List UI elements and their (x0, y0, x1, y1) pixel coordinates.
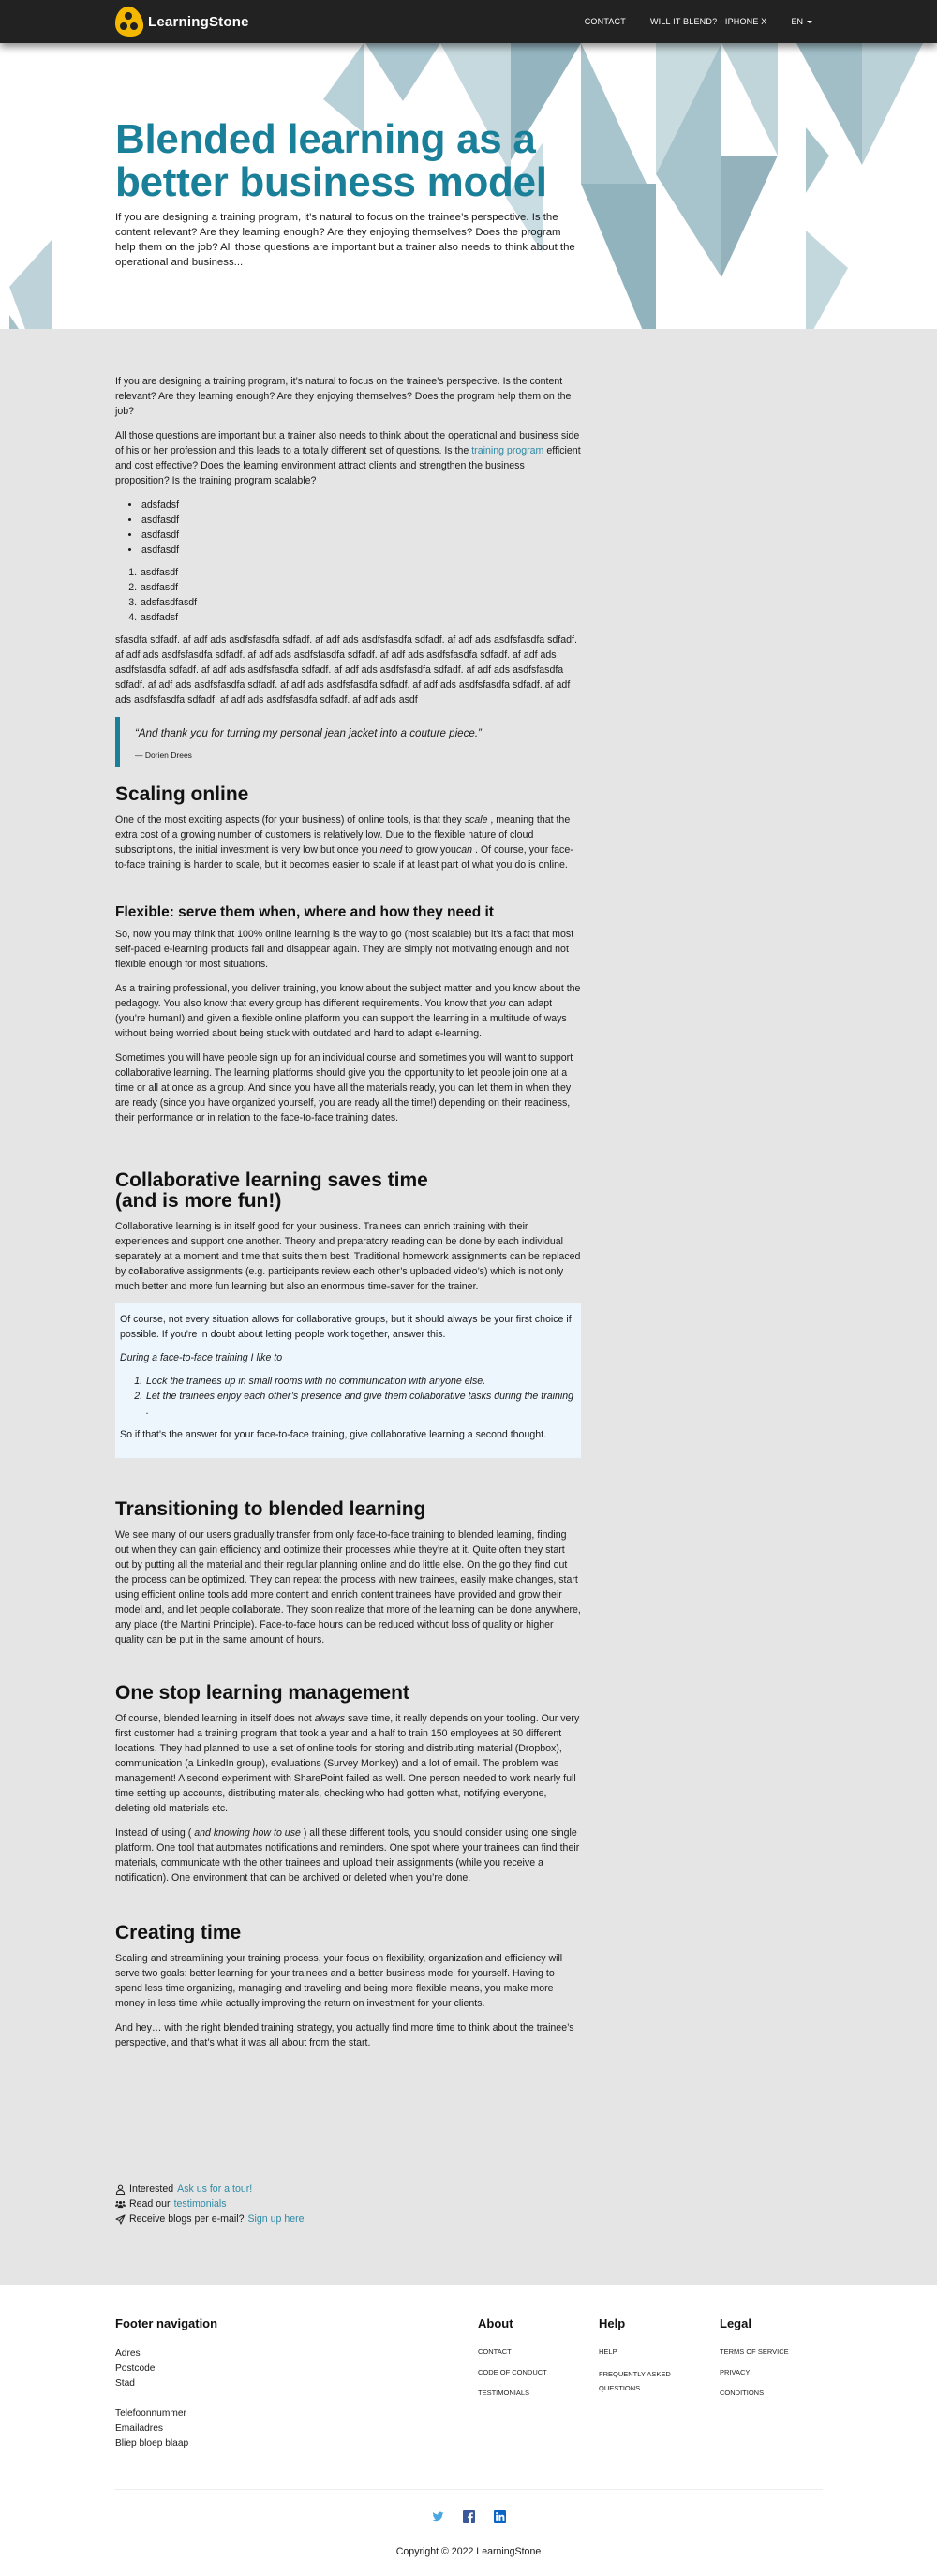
social-links (0, 2490, 937, 2527)
collab-paragraph: Collaborative learning is in itself good for your business. Trainees can enrich training with their experiences and support one another. Theory and preparatory reading can be done by each individual separately at a moment and time that suits them best. Traditional homework assignments can be replaced by collaborative assignments (e.g. participants review each other’s uploaded video’s) which is not only much better and more fun learning but also an enormous time-saver for the trainer. (115, 1221, 581, 1292)
quote-text: “And thank you for turning my personal jean jacket into a couture piece.” (135, 727, 482, 739)
cta-tour-row (115, 2181, 581, 2196)
footer-contact-column (115, 2316, 217, 2451)
footer-link-code-of-conduct[interactable]: CODE OF CONDUCT (478, 2368, 547, 2376)
text: Of course, blended learning in itself does not (115, 1713, 315, 1724)
cta-text: Receive blogs per e-mail? (129, 2213, 245, 2225)
list-item: 2. asdfasdf (140, 580, 581, 595)
intro-paragraph-1: If you are designing a training program, it’s natural to focus on the trainee’s perspective. Is the content relevant? Are they learning enough? Are they enjoying themselves? Does the program help them on the job? (115, 376, 572, 417)
callout-options (145, 1374, 576, 1419)
text: . Of course, your face-to-face training is harder to scale, but it becomes easier to scale if at least part of what you do is online. (115, 844, 573, 871)
text: One of the most exciting aspects (for your business) of online tools, is that they (115, 814, 465, 826)
footer-help-column (599, 2316, 683, 2405)
heading-one-stop: One stop learning management (115, 1682, 409, 1704)
list-item: 2. Let the trainees enjoy each other’s presence and give them collaborative tasks during the training . (145, 1389, 576, 1419)
caret-down-icon (807, 21, 812, 23)
footer-phone-line: Telefoonnummer (115, 2408, 186, 2419)
site-footer (0, 2285, 937, 2576)
training-program-link[interactable]: training program (471, 445, 544, 456)
copyright-text: Copyright © 2022 LearningStone (395, 2546, 542, 2557)
callout-prompt: During a face-to-face training I like to (120, 1352, 283, 1363)
cta-signup-row (115, 2211, 581, 2226)
hero-banner (0, 43, 937, 329)
footer-link-conditions[interactable]: CONDITIONS (720, 2389, 765, 2397)
language-label: EN (791, 17, 803, 26)
emphasis: you (489, 998, 506, 1009)
callout-paragraph-2: So if that’s the answer for your face-to-face training, give collaborative learning a second thought. (120, 1429, 547, 1440)
transition-paragraph: We see many of our users gradually transfer from only face-to-face training to blended learning, finding out when they can gain efficiency and optimize their processes while they’re at it. Quite often they start out by putting all the material and their regular planning online and do little else. On the go they find out the process can be optimized. They can repeat the process with new trainees, easily make changes, start using efficient online tools add more content and enrich content trainees have provided and grow their model and, and let people collaborate. They soon realize that more of the learning can be done anywhere, any place (the Martini Principle). Face-to-face hours can be reduced without loss of quality or higher quality can be put in the same amount of hours. (115, 1529, 581, 1645)
twitter-icon (432, 2510, 444, 2523)
footer-link-faq[interactable]: FREQUENTLY ASKED QUESTIONS (599, 2370, 671, 2392)
twitter-link[interactable] (432, 2510, 444, 2527)
flexible-paragraph-2 (115, 981, 581, 1041)
emphasis: always (314, 1713, 345, 1724)
user-tie-icon (115, 2184, 126, 2195)
sign-up-link[interactable]: Sign up here (247, 2213, 305, 2225)
bullet-list (141, 498, 581, 558)
footer-about-column (478, 2316, 562, 2408)
emphasis: and knowing how to use (194, 1827, 301, 1839)
text: Instead of using ( (115, 1827, 195, 1839)
footer-about-title: About (478, 2316, 513, 2330)
heading-collaborative (115, 1170, 581, 1212)
nav-contact[interactable]: CONTACT (584, 17, 626, 26)
list-item: • asdfasdf (141, 543, 581, 558)
brand-home-link[interactable] (114, 6, 249, 37)
page-title: Blended learning as a better business model (115, 116, 547, 205)
list-item: • adsfadsf (141, 498, 581, 513)
text: save time, it really depends on your tooling. Our very first customer had a training program that took a year and a half to train 150 employees at 60 different locations. They had planned to use a set of online tools for storing and distributing material (Dropbox), communication (a LinkedIn group), evaluations (Survey Monkey) and a lot of email. The problem was management! A second experiment with SharePoint failed as well. One person needed to work nearly full time setting up accounts, distributing materials, checking who had gotten what, notifying everyone, deleting old materials etc. (115, 1713, 580, 1814)
paper-plane-icon (115, 2214, 126, 2225)
heading-scaling-online: Scaling online (115, 783, 249, 805)
callout-paragraph-1: Of course, not every situation allows for collaborative groups, but it should always be your first choice if possible. If you’re in doubt about letting people work together, answer this. (120, 1314, 572, 1340)
list-item: • asdfasdf (141, 528, 581, 543)
footer-columns (0, 2316, 937, 2457)
top-navbar (0, 0, 937, 43)
footer-link-contact[interactable]: CONTACT (478, 2347, 512, 2356)
text: ) all these different tools, you should consider using one single platform. One tool that automates notifications and reminders. One spot where your trainees can find their materials, communicate with the other trainees and upload their assignments (while you receive a notification). One environment that can be archived or deleted when you’re done. (115, 1827, 580, 1884)
hero-lead: If you are designing a training program, it’s natural to focus on the trainee’s perspective. Is the content relevant? Are they learning enough? Are they enjoying themselves? Does the program help them on the job? All those questions are important but a trainer also needs to think about the operational and business... (115, 212, 575, 268)
list-item: 1. asdfasdf (140, 565, 581, 580)
flexible-paragraph-1: So, now you may think that 100% online learning is the way to go (most scalable) but it’s a fact that most self-paced e-learning products fail and disappear again. They are simply not motivating enough and not flexible enough for most situations. (115, 929, 574, 970)
brand-name: LearningStone (148, 13, 249, 30)
footer-link-testimonials[interactable]: TESTIMONIALS (478, 2389, 530, 2397)
heading-creating-time: Creating time (115, 1922, 242, 1943)
creating-paragraph-2: And hey… with the right blended training strategy, you actually find more time to think about the trainee’s perspective, and that’s what it was all about from the start. (115, 2022, 574, 2048)
text: to grow you (402, 844, 456, 856)
footer-misc-line: Bliep bloep blaap (115, 2438, 189, 2449)
list-item: 1. Lock the trainees up in small rooms with no communication with anyone else. (145, 1374, 576, 1389)
text: All those questions are important but a trainer also needs to think about the operational and business side of his or her profession and this leads to a totally different set of questions. Is the (115, 430, 580, 456)
hero-content (115, 118, 584, 270)
ask-for-tour-link[interactable]: Ask us for a tour! (177, 2183, 253, 2195)
main-nav (585, 0, 812, 43)
collab-callout-box (115, 1303, 581, 1458)
quote-author: — Dorien Drees (135, 751, 192, 760)
onestop-paragraph-2 (115, 1825, 581, 1885)
footer-postcode-line: Postcode (115, 2363, 156, 2374)
emphasis: can (455, 844, 473, 856)
list-item: 4. asdfadsf (140, 610, 581, 625)
onestop-paragraph-1 (115, 1711, 581, 1816)
heading-transitioning: Transitioning to blended learning (115, 1498, 426, 1520)
heading-line: Collaborative learning saves time (115, 1169, 428, 1191)
text: efficient and cost effective? Does the learning environment attract clients and strengthen the business proposition? Is the training program scalable? (115, 445, 581, 486)
footer-nav-title: Footer navigation (115, 2316, 218, 2330)
nav-will-it-blend[interactable]: WILL IT BLEND? - IPHONE X (649, 17, 767, 26)
linkedin-icon (494, 2510, 506, 2523)
testimonial-quote (115, 717, 581, 767)
intro-paragraph-2 (115, 428, 581, 488)
cta-testimonials-row (115, 2196, 581, 2211)
list-item: • asdfasdf (141, 513, 581, 528)
footer-link-help[interactable]: HELP (599, 2347, 617, 2356)
footer-address-line: Adres (115, 2348, 141, 2359)
footer-help-title: Help (599, 2316, 626, 2330)
text: can adapt (you’re human!) and given a flexible online platform you can support the learning in a multitude of ways without being worried about being stuck with outdated and hard to adapt e-learning. (115, 998, 567, 1039)
learningstone-logo-icon (114, 6, 144, 37)
users-icon (115, 2199, 126, 2210)
list-item: 3. adsfasdfasdf (140, 595, 581, 610)
text: As a training professional, you deliver training, you know about the subject matter and you know about the pedagogy. You also know that every group has different requirements. You know that (115, 983, 581, 1009)
facebook-link[interactable] (463, 2510, 475, 2527)
numbered-list (140, 565, 581, 625)
testimonials-link[interactable]: testimonials (173, 2198, 227, 2210)
text: , meaning that the extra cost of a growing number of customers is relatively low. Due to the flexible nature of cloud subscriptions, the initial investment is very low but once you (115, 814, 571, 856)
footer-link-privacy[interactable]: PRIVACY (720, 2368, 751, 2376)
heading-flexible: Flexible: serve them when, where and how they need it (115, 904, 494, 920)
footer-city-line: Stad (115, 2378, 135, 2389)
article-body (0, 329, 937, 2285)
call-to-action-block (115, 2181, 581, 2285)
footer-legal-column (720, 2316, 804, 2408)
linkedin-link[interactable] (494, 2510, 506, 2527)
emphasis: scale (464, 814, 488, 826)
flexible-paragraph-3: Sometimes you will have people sign up for an individual course and sometimes you will want to support collaborative learning. The learning platforms should give you the opportunity to let people join one at a time or all at once as a group. And since you have all the materials ready, you can let them in when they are ready (since you have organized yourself, you are ready all the time!) depending on their readiness, their performance or in relation to the face-to-face training dates. (115, 1052, 573, 1124)
footer-legal-title: Legal (720, 2316, 751, 2330)
scaling-paragraph (115, 812, 581, 872)
facebook-icon (463, 2510, 475, 2523)
cta-text: Read our (129, 2198, 171, 2210)
filler-paragraph: sfasdfa sdfadf. af adf ads asdfsfasdfa sdfadf. af adf ads asdfsfasdfa sdfadf. af adf ads asdfsfasdfa sdfadf. af adf ads asdfsfasdfa sdfadf. af adf ads asdfsfasdfa sdfadf. af adf ads asdfsfasdfa sdfadf. af adf ads asdfsfasdfa sdfadf. af adf ads asdfsfasdfa sdfadf. af adf ads asdfsfasdfa sdfadf. af adf ads asdfsfasdfa sdfadf. af adf ads asdfsfasdfa sdfadf. af adf ads asdfsfasdfa sdfadf. af adf ads asdfsfasdfa sdfadf. af adf ads asdfsfasdfa sdfadf. af adf ads asdfsfasdfa sdfadf. af adf ads asdf (115, 634, 577, 706)
cta-text: Interested (129, 2183, 174, 2195)
language-dropdown[interactable] (791, 17, 812, 26)
footer-link-terms[interactable]: TERMS OF SERVICE (720, 2347, 789, 2356)
creating-paragraph-1: Scaling and streamlining your training process, your focus on flexibility, organization and efficiency will serve two goals: better learning for your trainees and a better business model for yourself. Having to spend less time organizing, managing and traveling and being more flexible means, you make more money in less time while actually improving the return on investment for your clients. (115, 1953, 563, 2009)
emphasis: need (379, 844, 403, 856)
heading-line: (and is more fun!) (115, 1190, 282, 1212)
footer-email-line: Emailadres (115, 2423, 163, 2434)
